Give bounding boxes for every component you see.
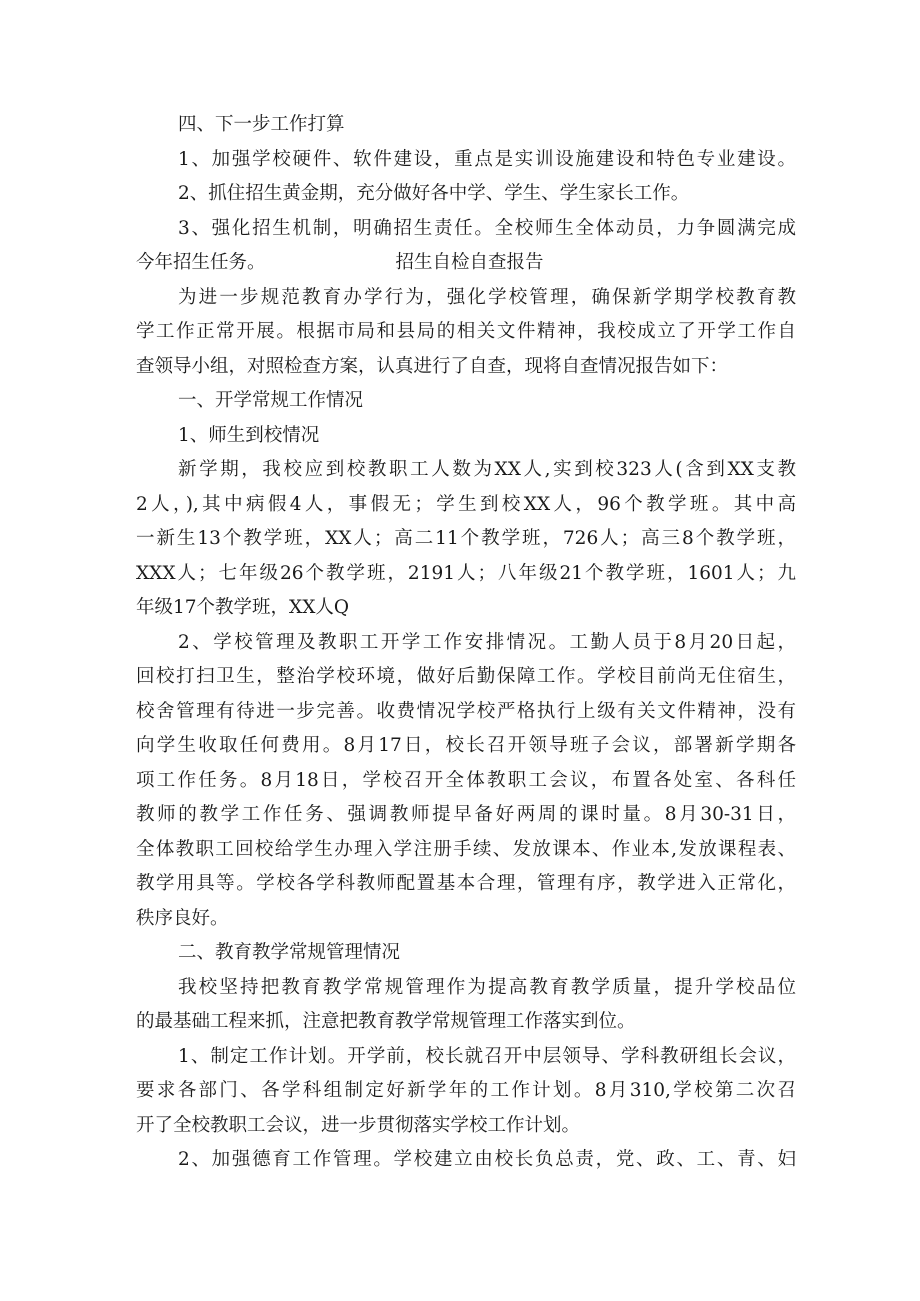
section-heading: 一、开学常规工作情况 bbox=[178, 390, 364, 411]
paragraph-line: 新学期，我校应到校教职工人数为XX人,实到校323人(含到XX支教 bbox=[178, 459, 796, 480]
paragraph-line-with-title bbox=[136, 246, 796, 281]
paragraph-line: 今年招生任务。 bbox=[136, 252, 266, 273]
paragraph-line: 教学用具等。学校各学科教师配置基本合理，管理有序，教学进入正常化， bbox=[136, 873, 796, 894]
paragraph-line: 3、强化招生机制，明确招生责任。全校师生全体动员，力争圆满完成 bbox=[178, 217, 796, 239]
section-heading: 二、教育教学常规管理情况 bbox=[178, 942, 401, 963]
paragraph-line: 1、制定工作计划。开学前，校长就召开中层领导、学科教研组长会议， bbox=[178, 1045, 796, 1067]
paragraph-line: 一新生13个教学班，XX人；高二11个教学班，726人；高三8个教学班， bbox=[136, 528, 796, 549]
paragraph-line: 全体教职工回校给学生办理入学注册手续、发放课本、作业本,发放课程表、 bbox=[136, 838, 796, 860]
subsection-heading: 1、师生到校情况 bbox=[178, 424, 320, 446]
paragraph-line: 年级17个教学班，XX人Q bbox=[136, 597, 350, 618]
paragraph-line: 学工作正常开展。根据市局和县局的相关文件精神，我校成立了开学工作自 bbox=[136, 321, 796, 342]
paragraph-line: 查领导小组，对照检查方案，认真进行了自查，现将自查情况报告如下： bbox=[136, 355, 729, 377]
paragraph-line: 要求各部门、各学科组制定好新学年的工作计划。8月310,学校第二次召 bbox=[136, 1080, 796, 1101]
paragraph-line: 秩序良好。 bbox=[136, 907, 229, 929]
paragraph-line: 项工作任务。8月18日，学校召开全体教职工会议，布置各处室、各科任 bbox=[136, 769, 796, 791]
paragraph-line: 开了全校教职工会议，进一步贯彻落实学校工作计划。 bbox=[136, 1114, 581, 1136]
paragraph-line: 向学生收取任何费用。8月17日，校长召开领导班子会议，部署新学期各 bbox=[136, 735, 796, 756]
paragraph-line: 2、抓住招生黄金期，充分做好各中学、学生、学生家长工作。 bbox=[178, 183, 690, 204]
section-heading: 四、下一步工作打算 bbox=[178, 114, 345, 135]
paragraph-line: 1、加强学校硬件、软件建设，重点是实训设施建设和特色专业建设。 bbox=[178, 148, 796, 170]
paragraph-line: 教师的教学工作任务、强调教师提早备好两周的课时量。8月30-31日， bbox=[136, 804, 796, 825]
paragraph-line: 我校坚持把教育教学常规管理作为提高教育教学质量，提升学校品位 bbox=[178, 976, 796, 998]
paragraph-line: 2人，),其中病假4人，事假无；学生到校XX人，96个教学班。其中高 bbox=[136, 493, 796, 515]
paragraph-line: 校舍管理有待进一步完善。收费情况学校严格执行上级有关文件精神，没有 bbox=[136, 700, 796, 722]
paragraph-line: 的最基础工程来抓，注意把教育教学常规管理工作落实到位。 bbox=[136, 1011, 636, 1032]
report-title: 招生自检自查报告 bbox=[395, 252, 544, 273]
paragraph-line: XXX人；七年级26个教学班，2191人；八年级21个教学班，1601人；九 bbox=[136, 562, 796, 584]
paragraph-line: 2、加强德育工作管理。学校建立由校长负总责，党、政、工、青、妇 bbox=[178, 1149, 796, 1170]
paragraph-line: 回校打扫卫生，整治学校环境，做好后勤保障工作。学校目前尚无住宿生， bbox=[136, 666, 796, 687]
document-page bbox=[136, 108, 796, 1178]
paragraph-line: 为进一步规范教育办学行为，强化学校管理，确保新学期学校教育教 bbox=[178, 286, 796, 308]
paragraph-line: 2、学校管理及教职工开学工作安排情况。工勤人员于8月20日起， bbox=[178, 631, 796, 653]
